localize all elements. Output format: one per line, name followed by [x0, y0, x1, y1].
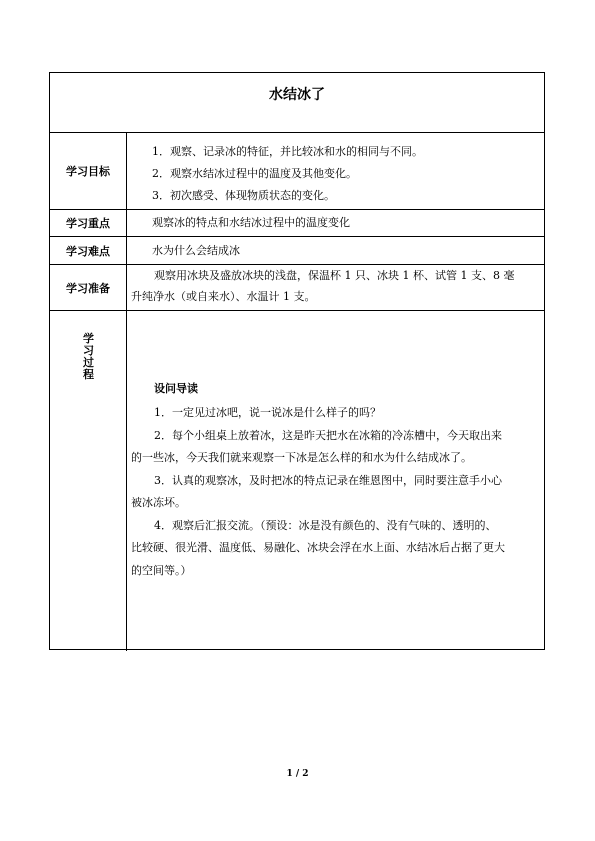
goals-content [127, 133, 544, 209]
title-row [50, 73, 544, 133]
process-line: 被冰冻坏。 [131, 496, 186, 509]
goal-item: 3．初次感受、体现物质状态的变化。 [152, 189, 335, 202]
preparation-row [50, 265, 544, 311]
key-point-row [50, 210, 544, 237]
process-line: 2．每个小组桌上放着冰，这是昨天把水在冰箱的冷冻槽中，今天取出来 [154, 429, 502, 442]
page-title: 水结冰了 [269, 87, 325, 103]
preparation-line: 升纯净水（或自来水）、水温计 1 支。 [131, 290, 316, 303]
goals-row [50, 133, 544, 210]
process-line: 的空间等。） [131, 564, 192, 577]
process-line: 3．认真的观察冰，及时把冰的特点记录在维恩图中，同时要注意手小心 [154, 474, 502, 487]
difficulty-row [50, 237, 544, 265]
process-heading: 设问导读 [154, 382, 198, 395]
preparation-line: 观察用冰块及盛放冰块的浅盘，保温杯 1 只、冰块 1 杯、试管 1 支、8 毫 [154, 269, 515, 282]
preparation-content [127, 265, 544, 310]
difficulty-label: 学习难点 [50, 237, 127, 264]
process-line: 比较硬、很光滑、温度低、易融化、冰块会浮在水上面、水结冰后占据了更大 [131, 541, 505, 554]
process-label-text: 学 习 过 程 [83, 332, 94, 381]
key-point-text: 观察冰的特点和水结冰过程中的温度变化 [152, 216, 350, 229]
process-row [50, 311, 544, 651]
process-line: 1．一定见过冰吧，说一说冰是什么样子的吗？ [154, 406, 381, 419]
difficulty-text: 水为什么会结成冰 [152, 244, 240, 257]
preparation-label: 学习准备 [50, 265, 127, 310]
goals-label: 学习目标 [50, 133, 127, 209]
process-line: 4．观察后汇报交流。（预设：冰是没有颜色的、没有气味的、透明的、 [154, 519, 497, 532]
lesson-table [49, 72, 545, 650]
difficulty-content [127, 237, 544, 264]
key-point-content [127, 210, 544, 236]
goal-item: 1．观察、记录冰的特征，并比较冰和水的相同与不同。 [152, 145, 423, 158]
page-number: 1 / 2 [286, 769, 309, 779]
key-point-label: 学习重点 [50, 210, 127, 236]
process-label [50, 311, 127, 651]
process-content [127, 311, 544, 651]
process-line: 的一些冰，今天我们就来观察一下冰是怎么样的和水为什么结成冰了。 [131, 451, 472, 464]
goal-item: 2．观察水结冰过程中的温度及其他变化。 [152, 167, 357, 180]
